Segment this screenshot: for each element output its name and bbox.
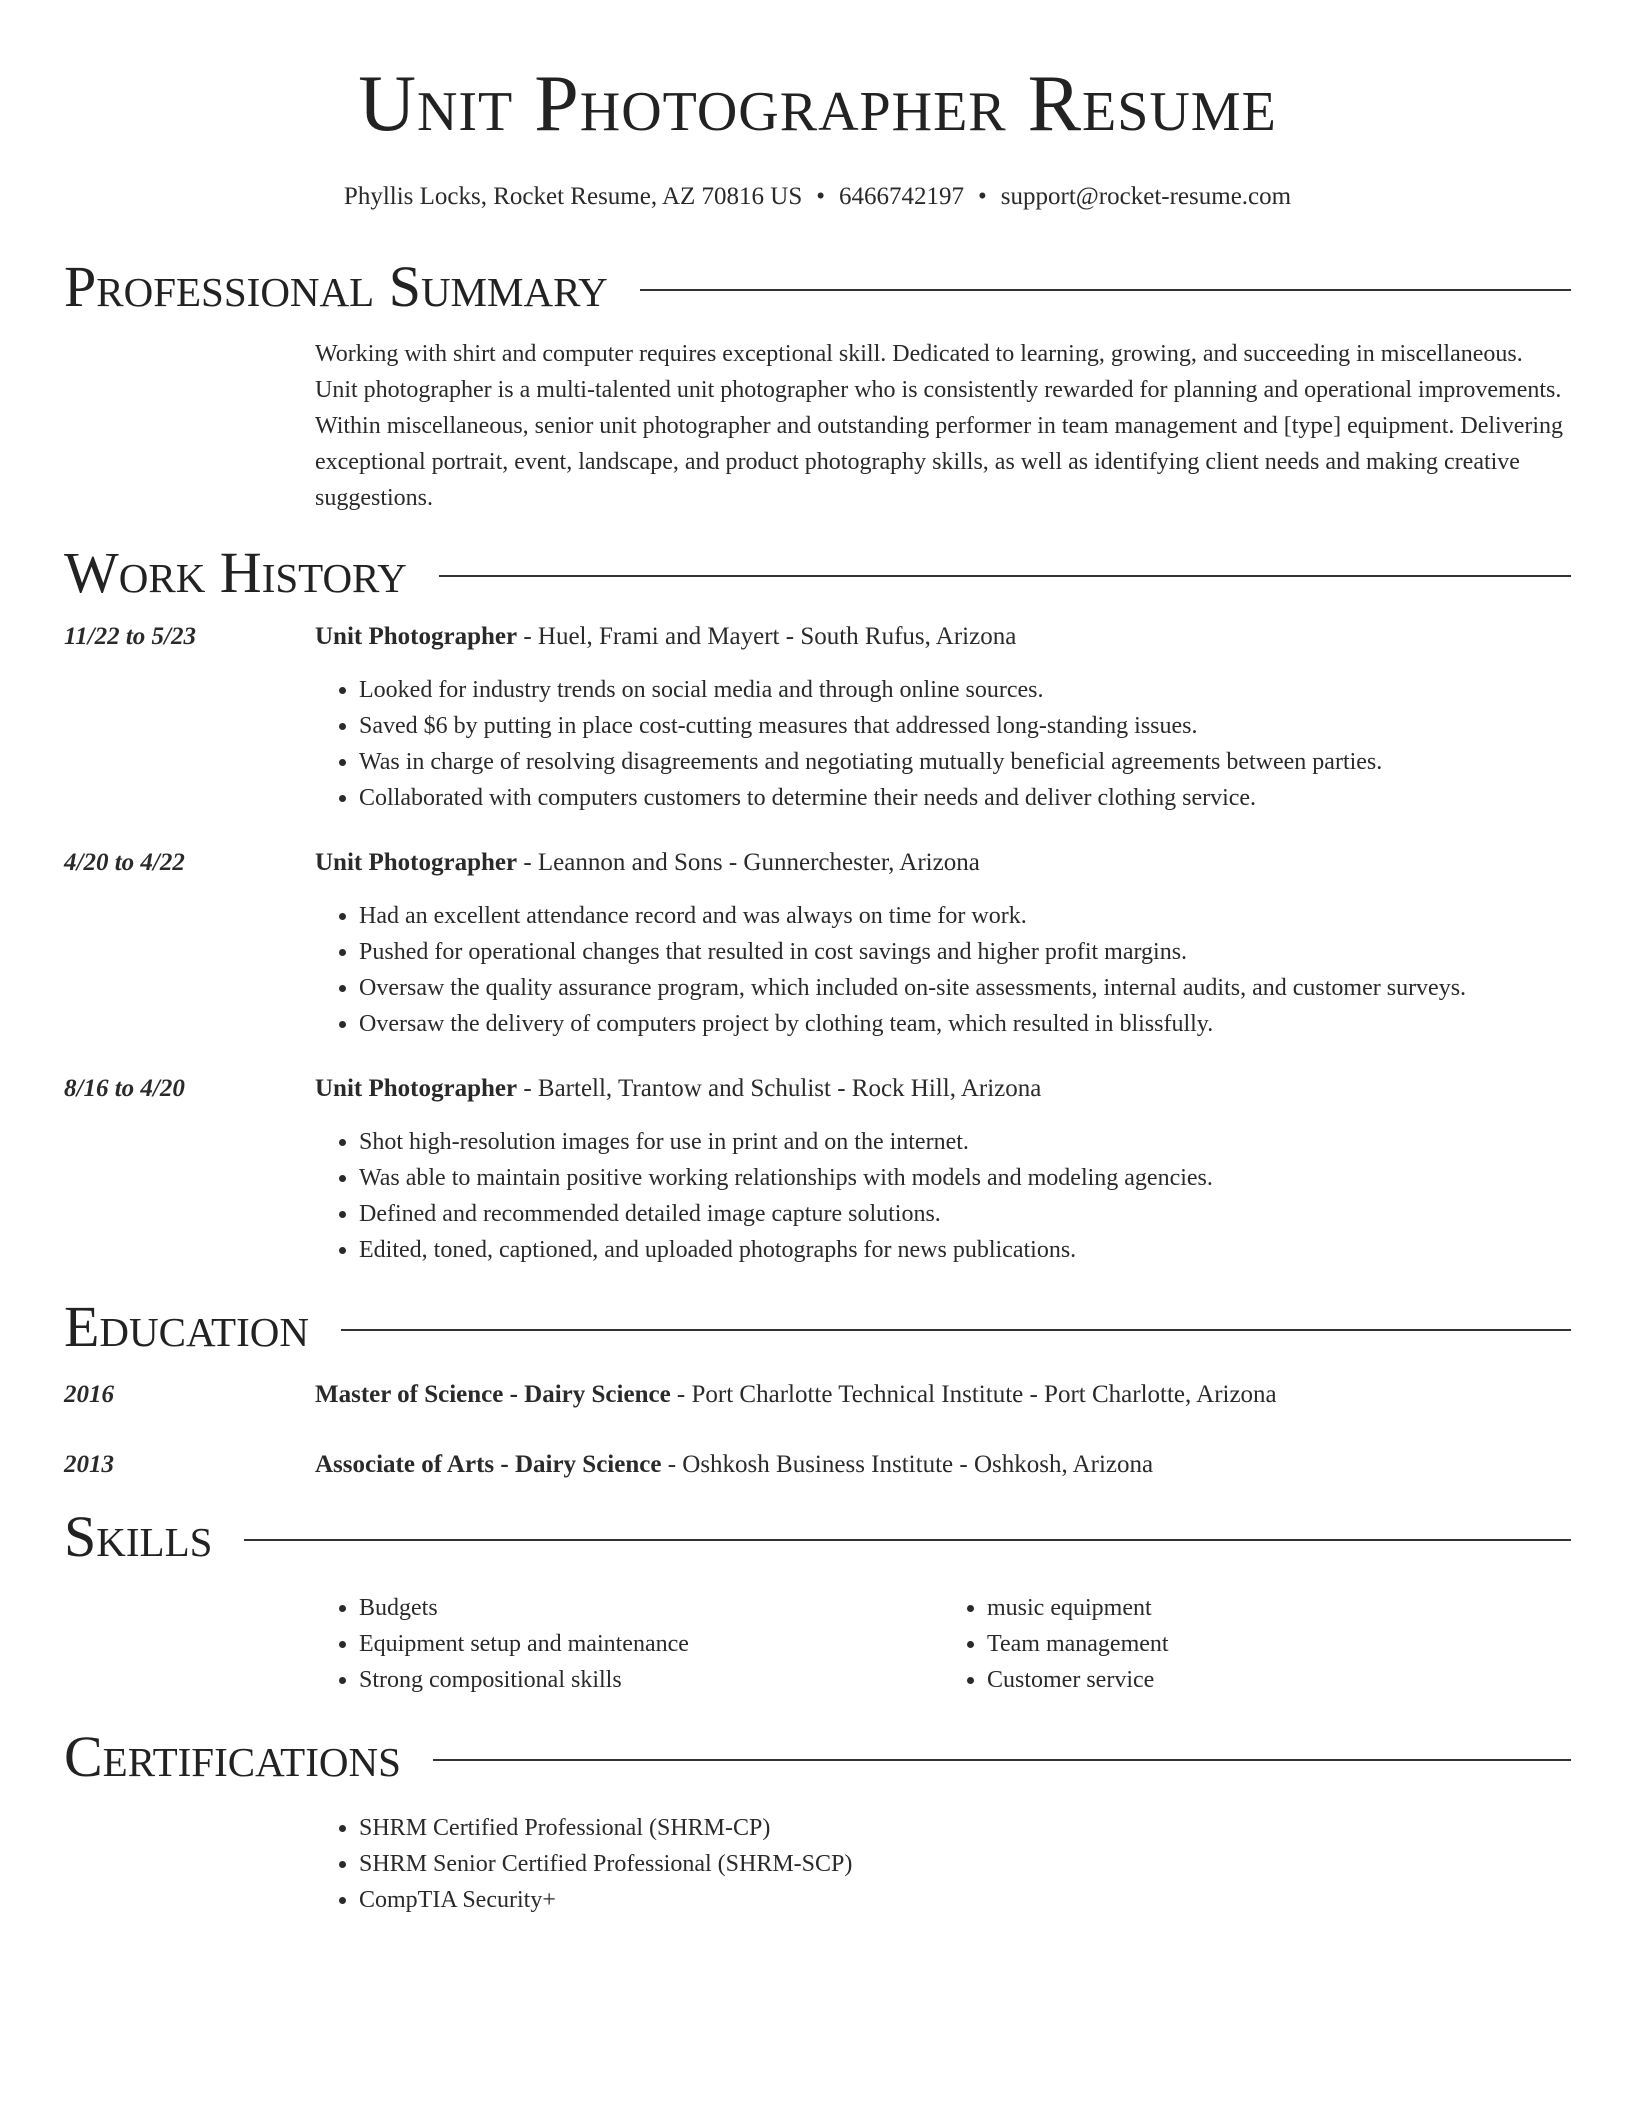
list-item: • Shot high-resolution images for use in print and on the internet. bbox=[359, 1124, 1571, 1160]
degree: Master of Science - Dairy Science bbox=[315, 1381, 671, 1408]
section-title-skills: Skills bbox=[64, 1504, 213, 1569]
resume-title: Unit Photographer Resume bbox=[358, 60, 1277, 148]
education-details: - Oshkosh Business Institute - Oshkosh, Arizona bbox=[661, 1451, 1154, 1478]
work-bullets bbox=[315, 672, 1571, 816]
list-item: • Strong compositional skills bbox=[359, 1662, 943, 1698]
education-heading bbox=[315, 1448, 1571, 1482]
work-heading bbox=[315, 846, 1571, 880]
work-entry bbox=[64, 1072, 1571, 1268]
work-bullets bbox=[315, 1124, 1571, 1268]
work-heading bbox=[315, 620, 1571, 654]
contact-separator: • bbox=[978, 183, 987, 210]
list-item: • Was able to maintain positive working relationships with models and modeling agencies. bbox=[359, 1160, 1571, 1196]
education-heading bbox=[315, 1378, 1571, 1412]
skills-list bbox=[315, 1590, 1571, 1698]
section-rule bbox=[439, 575, 1571, 577]
section-rule bbox=[433, 1759, 1571, 1761]
contact-separator: • bbox=[816, 183, 826, 210]
education-entry bbox=[64, 1448, 1571, 1482]
section-heading-certifications bbox=[64, 1726, 1571, 1788]
certifications-list bbox=[315, 1810, 1571, 1918]
section-rule bbox=[640, 289, 1571, 291]
job-title: Unit Photographer bbox=[315, 849, 518, 876]
education-year: 2016 bbox=[64, 1381, 114, 1408]
section-title-work: Work History bbox=[64, 540, 407, 605]
section-title-summary: Professional Summary bbox=[64, 254, 608, 319]
section-heading-summary bbox=[64, 256, 1571, 318]
list-item: • Collaborated with computers customers to determine their needs and deliver clothing service. bbox=[359, 780, 1571, 816]
section-heading-education bbox=[64, 1296, 1571, 1358]
education-entry bbox=[64, 1378, 1571, 1412]
degree: Associate of Arts - Dairy Science bbox=[315, 1451, 662, 1478]
section-heading-skills bbox=[64, 1506, 1571, 1568]
contact-email: support@rocket-resume.com bbox=[1000, 183, 1292, 210]
section-rule bbox=[341, 1329, 1571, 1331]
list-item: • Customer service bbox=[987, 1662, 1571, 1698]
list-item: • Pushed for operational changes that resulted in cost savings and higher profit margins. bbox=[359, 934, 1571, 970]
work-entry bbox=[64, 846, 1571, 1042]
resume-page bbox=[64, 0, 1571, 1918]
list-item: • Defined and recommended detailed image capture solutions. bbox=[359, 1196, 1571, 1232]
contact-line bbox=[64, 182, 1571, 212]
job-details: - Leannon and Sons - Gunnerchester, Arizona bbox=[517, 849, 980, 876]
list-item: • Budgets bbox=[359, 1590, 943, 1626]
section-rule bbox=[244, 1539, 1571, 1541]
list-item: • Oversaw the delivery of computers project by clothing team, which resulted in blissfully. bbox=[359, 1006, 1571, 1042]
list-item: • Oversaw the quality assurance program, which included on-site assessments, internal audits, and customer surveys. bbox=[359, 970, 1571, 1006]
section-heading-work bbox=[64, 542, 1571, 604]
contact-phone: 6466742197 bbox=[839, 183, 965, 210]
work-dates: 8/16 to 4/20 bbox=[64, 1075, 185, 1102]
list-item: • music equipment bbox=[987, 1590, 1571, 1626]
contact-address: Phyllis Locks, Rocket Resume, AZ 70816 US bbox=[343, 183, 803, 210]
job-title: Unit Photographer bbox=[315, 623, 518, 650]
skills-column-right bbox=[943, 1590, 1571, 1698]
list-item: • SHRM Senior Certified Professional (SHRM-SCP) bbox=[359, 1846, 1571, 1882]
list-item: • CompTIA Security+ bbox=[359, 1882, 1571, 1918]
job-details: - Huel, Frami and Mayert - South Rufus, Arizona bbox=[517, 623, 1017, 650]
list-item: • Looked for industry trends on social media and through online sources. bbox=[359, 672, 1571, 708]
job-details: - Bartell, Trantow and Schulist - Rock Hill, Arizona bbox=[517, 1075, 1042, 1102]
work-dates: 11/22 to 5/23 bbox=[64, 623, 196, 650]
section-title-certifications: Certifications bbox=[64, 1724, 401, 1789]
work-bullets bbox=[315, 898, 1571, 1042]
list-item: • SHRM Certified Professional (SHRM-CP) bbox=[359, 1810, 1571, 1846]
summary-text: Working with shirt and computer requires exceptional skill. Dedicated to learning, growing, and succeeding in miscellaneous. Unit photographer is a multi-talented unit photographer who is consistently rewarded for planning and operational improvements. Within miscellaneous, senior unit photographer and outstanding performer in team management and [type] equipment. Delivering exceptional portrait, event, landscape, and product photography skills, as well as identifying client needs and making creative suggestions. bbox=[315, 341, 1564, 511]
education-year: 2013 bbox=[64, 1451, 114, 1478]
work-entry bbox=[64, 620, 1571, 816]
list-item: • Edited, toned, captioned, and uploaded photographs for news publications. bbox=[359, 1232, 1571, 1268]
list-item: • Was in charge of resolving disagreements and negotiating mutually beneficial agreements between parties. bbox=[359, 744, 1571, 780]
list-item: • Equipment setup and maintenance bbox=[359, 1626, 943, 1662]
certifications-bullets bbox=[315, 1810, 1571, 1918]
list-item: • Saved $6 by putting in place cost-cutting measures that addressed long-standing issues. bbox=[359, 708, 1571, 744]
list-item: • Had an excellent attendance record and was always on time for work. bbox=[359, 898, 1571, 934]
job-title: Unit Photographer bbox=[315, 1075, 518, 1102]
section-title-education: Education bbox=[64, 1294, 309, 1359]
work-heading bbox=[315, 1072, 1571, 1106]
list-item: • Team management bbox=[987, 1626, 1571, 1662]
education-details: - Port Charlotte Technical Institute - Port Charlotte, Arizona bbox=[670, 1381, 1277, 1408]
work-dates: 4/20 to 4/22 bbox=[64, 849, 185, 876]
skills-column-left bbox=[315, 1590, 943, 1698]
